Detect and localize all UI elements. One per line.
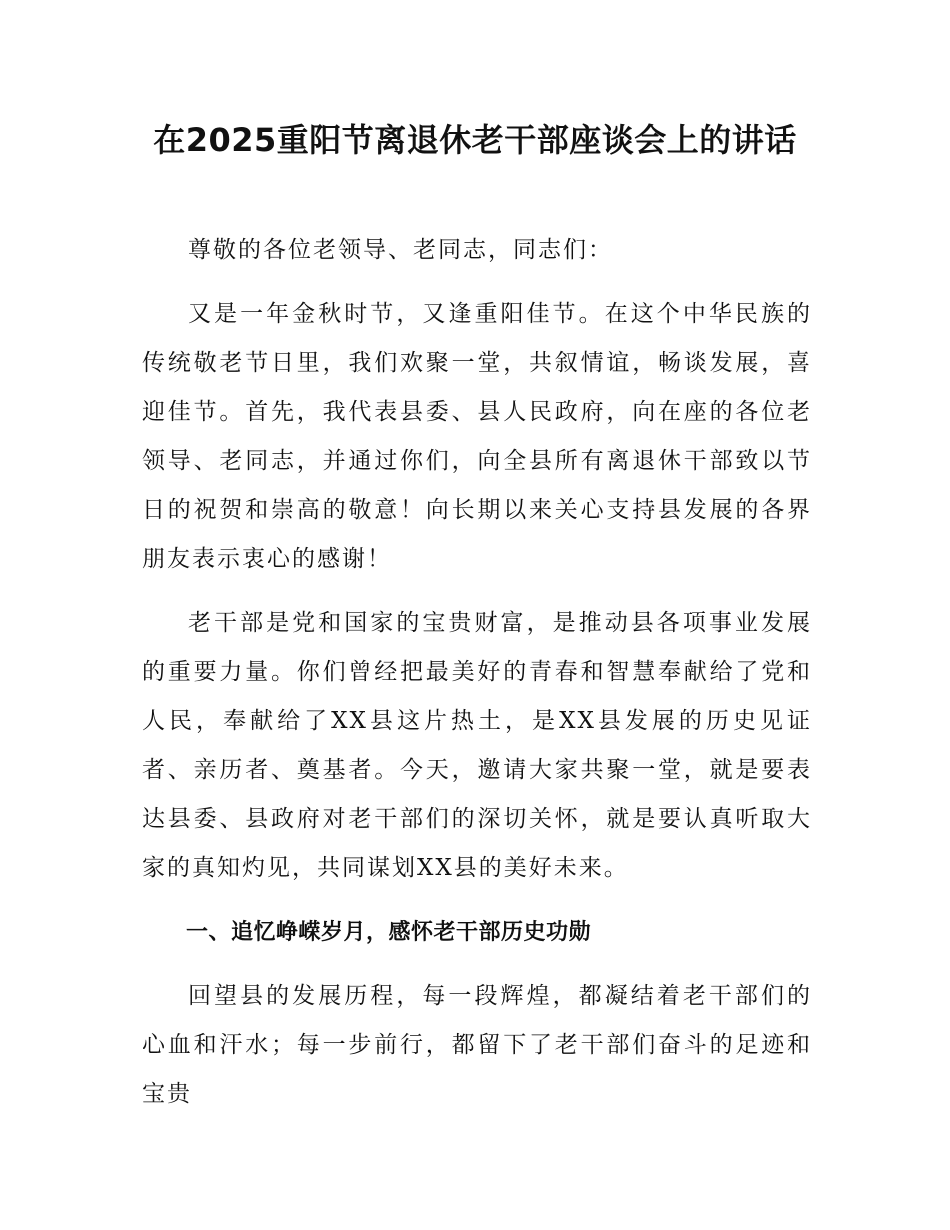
section-heading: 一、追忆峥嵘岁月，感怀老干部历史功勋 <box>186 920 592 945</box>
paragraph-opening: 又是一年金秋时节，又逢重阳佳节。在这个中华民族的传统敬老节日里，我们欢聚一堂，共叙情谊，畅谈发展，喜迎佳节。首先，我代表县委、县人民政府，向在座的各位老领导、老同志，并通过你们，向全县所有离退休干部致以节日的祝贺和崇高的敬意！向长期以来关心支持县发展的各界朋友表示衷心的感谢！ <box>142 301 812 572</box>
document-title: 在2025重阳节离退休老干部座谈会上的讲话 <box>153 121 797 159</box>
section-paragraph: 回望县的发展历程，每一段辉煌，都凝结着老干部们的心血和汗水；每一步前行，都留下了老干部们奋斗的足迹和宝贵 <box>142 983 812 1107</box>
paragraph-tribute: 老干部是党和国家的宝贵财富，是推动县各项事业发展的重要力量。你们曾经把最美好的青春和智慧奉献给了党和人民，奉献给了XX县这片热土，是XX县发展的历史见证者、亲历者、奠基者。今天，邀请大家共聚一堂，就是要表达县委、县政府对老干部们的深切关怀，就是要认真听取大家的真知灼见，共同谋划XX县的美好未来。 <box>142 610 812 881</box>
salutation: 尊敬的各位老领导、老同志，同志们： <box>188 237 613 263</box>
document-body <box>142 226 812 1134</box>
